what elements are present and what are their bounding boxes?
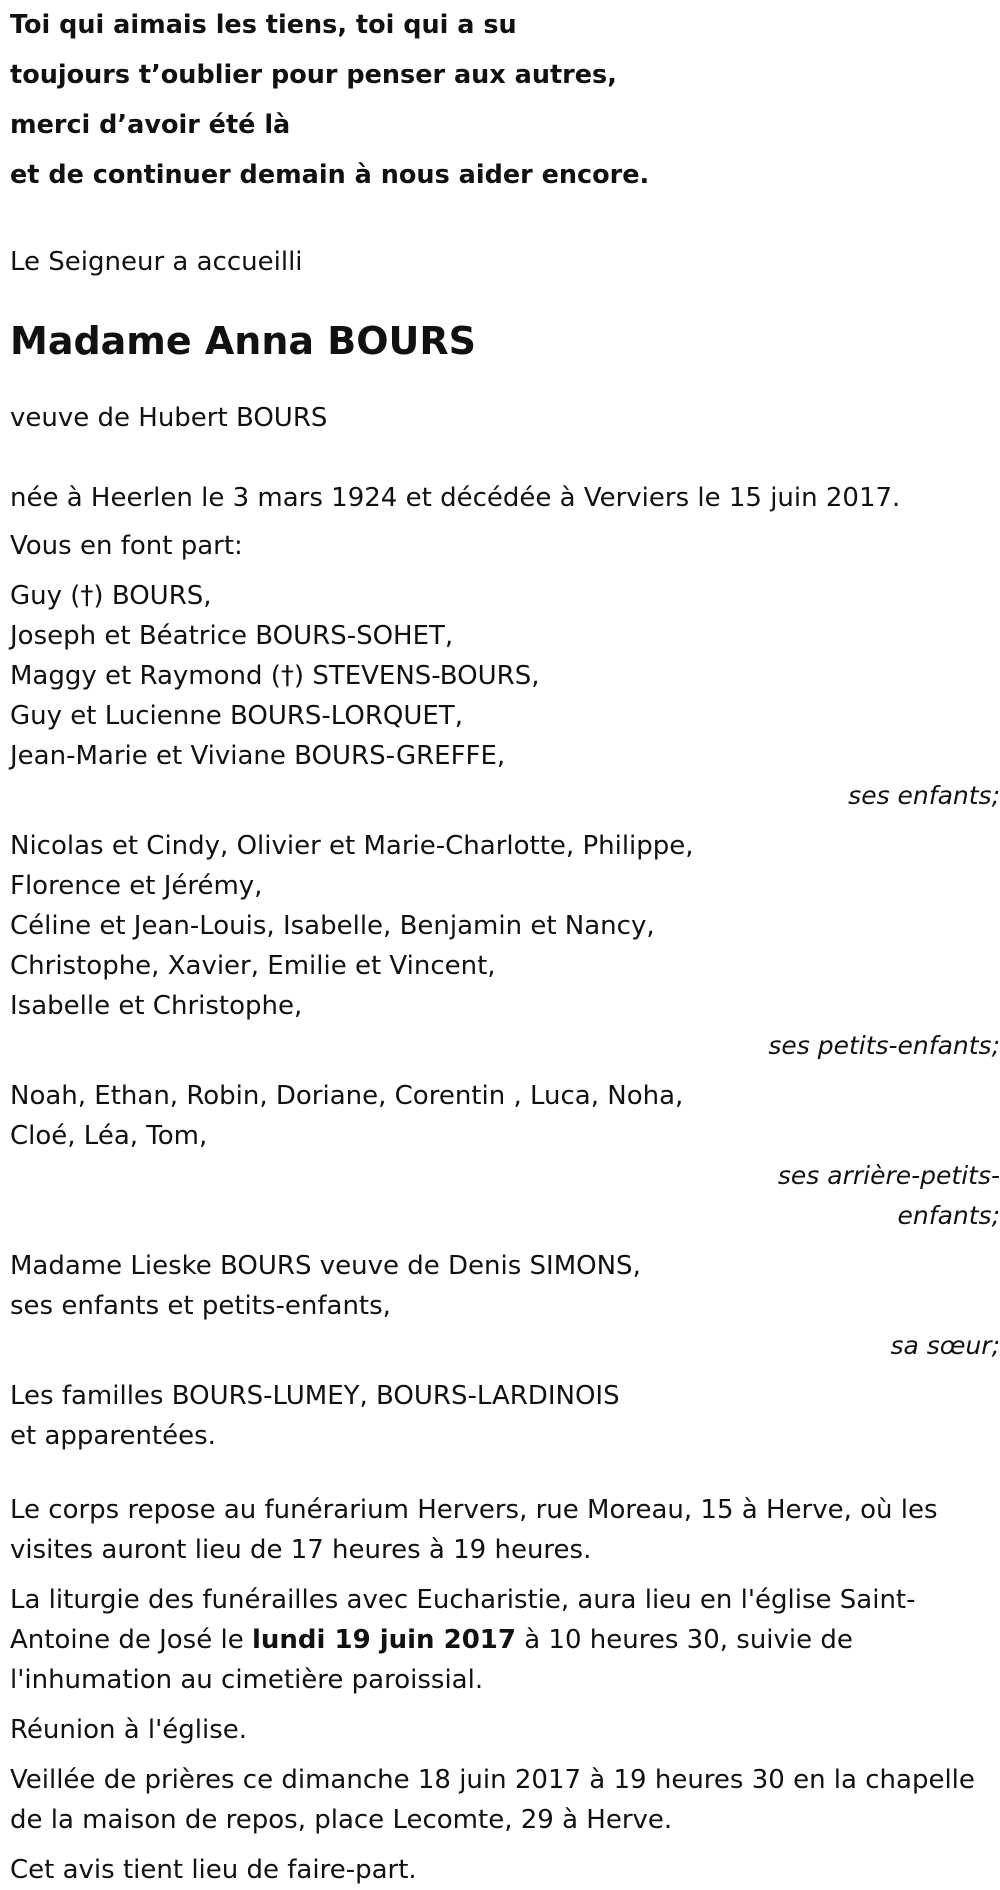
- great-grandchildren-line: Cloé, Léa, Tom,: [10, 1121, 208, 1151]
- birth-death-text: née à Heerlen le 3 mars 1924 et décédée à Verviers le 15 juin 2017.: [10, 483, 901, 513]
- grandchildren-line: Isabelle et Christophe,: [10, 991, 303, 1021]
- sister-relation: sa sœur;: [890, 1331, 1000, 1360]
- grandchildren-relation: ses petits-enfants;: [768, 1031, 1000, 1060]
- poem-line: merci d’avoir été là: [10, 110, 291, 140]
- grandchildren-line: Nicolas et Cindy, Olivier et Marie-Charlotte, Philippe,: [10, 831, 694, 861]
- poem-line: toujours t’oublier pour penser aux autres,: [10, 60, 617, 90]
- children-section: [10, 576, 1000, 816]
- liturgy-rest: à 10 heures 30, suivie de l'inhumation au cimetière paroissial.: [10, 1625, 853, 1695]
- families-section: [10, 1376, 1000, 1456]
- opening-poem: [10, 0, 1000, 200]
- grandchildren-line: Christophe, Xavier, Emilie et Vincent,: [10, 951, 496, 981]
- notice-text: Cet avis tient lieu de faire-part.: [10, 1855, 417, 1885]
- families-line: Les familles BOURS-LUMEY, BOURS-LARDINOIS: [10, 1381, 620, 1411]
- widow-of: veuve de Hubert BOURS: [10, 403, 328, 433]
- deceased-name: Madame Anna BOURS: [10, 319, 477, 363]
- great-grandchildren-section: [10, 1076, 1000, 1236]
- great-grandchildren-line: Noah, Ethan, Robin, Doriane, Corentin , Luca, Noha,: [10, 1081, 684, 1111]
- funeral-rest-text: Le corps repose au funérarium Hervers, rue Moreau, 15 à Herve, où les visites auront lieu de 17 heures à 19 heures.: [10, 1495, 938, 1565]
- children-relation: ses enfants;: [848, 781, 1000, 810]
- sister-line: ses enfants et petits-enfants,: [10, 1291, 391, 1321]
- great-grandchildren-relation-line: ses arrière-petits-: [777, 1161, 1000, 1190]
- children-line: Guy et Lucienne BOURS-LORQUET,: [10, 701, 463, 731]
- children-line: Maggy et Raymond (†) STEVENS-BOURS,: [10, 661, 540, 691]
- poem-line: Toi qui aimais les tiens, toi qui a su: [10, 10, 517, 40]
- great-grandchildren-relation-line: enfants;: [897, 1201, 1000, 1230]
- grandchildren-line: Florence et Jérémy,: [10, 871, 263, 901]
- obituary-content: [10, 0, 1000, 1890]
- grandchildren-section: [10, 826, 1000, 1066]
- funeral-liturgy-text: [10, 1580, 1000, 1700]
- great-grandchildren-relation: [10, 1156, 1000, 1236]
- liturgy-date: lundi 19 juin 2017: [251, 1625, 516, 1655]
- vigil-text: Veillée de prières ce dimanche 18 juin 2017 à 19 heures 30 en la chapelle de la maison de repos, place Lecomte, 29 à Herve.: [10, 1765, 975, 1835]
- liturgy-intro: La liturgie des funérailles avec Eucharistie, aura lieu en l'église Saint-Antoine de José le: [10, 1585, 916, 1655]
- announcement-heading: Vous en font part:: [10, 531, 243, 561]
- poem-line: et de continuer demain à nous aider encore.: [10, 160, 650, 190]
- grandchildren-line: Céline et Jean-Louis, Isabelle, Benjamin et Nancy,: [10, 911, 655, 941]
- children-line: Jean-Marie et Viviane BOURS-GREFFE,: [10, 741, 506, 771]
- families-line: et apparentées.: [10, 1421, 216, 1451]
- funeral-details: [10, 1490, 1000, 1890]
- children-line: Joseph et Béatrice BOURS-SOHET,: [10, 621, 454, 651]
- meeting-text: Réunion à l'église.: [10, 1715, 248, 1745]
- sister-line: Madame Lieske BOURS veuve de Denis SIMONS,: [10, 1251, 641, 1281]
- intro-text: Le Seigneur a accueilli: [10, 247, 303, 277]
- sister-section: [10, 1246, 1000, 1366]
- children-line: Guy (†) BOURS,: [10, 581, 212, 611]
